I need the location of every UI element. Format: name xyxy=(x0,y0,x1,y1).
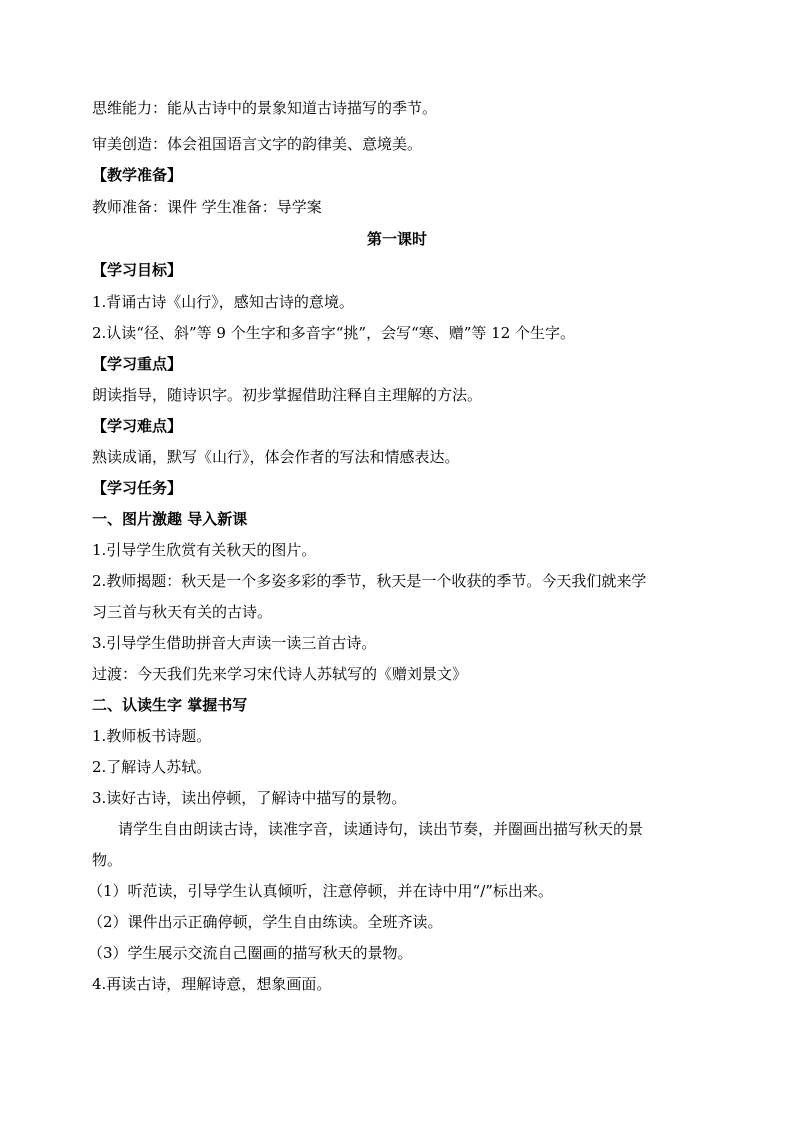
text-line: 朗读指导，随诗识字。初步掌握借助注释自主理解的方法。 xyxy=(92,386,483,404)
text-line: （2）课件出示正确停顿，学生自由练读。全班齐读。 xyxy=(88,913,443,931)
text-line: 习三首与秋天有关的古诗。 xyxy=(92,603,273,621)
text-line: 思维能力：能从古诗中的景象知道古诗描写的季节。 xyxy=(92,99,438,117)
text-line: （3）学生展示交流自己圈画的描写秋天的景物。 xyxy=(88,944,413,962)
section-heading: 【学习重点】 xyxy=(92,355,183,373)
text-line: 4.再读古诗，理解诗意，想象画面。 xyxy=(92,975,332,993)
text-line: 物。 xyxy=(92,851,123,869)
subsection-heading: 一、图片激趣 导入新课 xyxy=(92,510,248,528)
text-line: 2.教师揭题：秋天是一个多姿多彩的季节，秋天是一个收获的季节。今天我们就来学 xyxy=(92,572,647,590)
text-line: 2.认读“径、斜”等 9 个生字和多音字“挑”，会写“寒、赠”等 12 个生字。 xyxy=(92,324,576,342)
text-line: 3.读好古诗，读出停顿，了解诗中描写的景物。 xyxy=(92,789,407,807)
text-line: 请学生自由朗读古诗，读准字音，读通诗句，读出节奏，并圈画出描写秋天的景 xyxy=(118,820,644,838)
text-line: 审美创造：体会祖国语言文字的韵律美、意境美。 xyxy=(92,135,423,153)
text-line: 2.了解诗人苏轼。 xyxy=(92,758,212,776)
text-line: 1.背诵古诗《山行》，感知古诗的意境。 xyxy=(92,293,354,311)
section-heading: 【学习目标】 xyxy=(92,261,183,279)
text-line: 3.引导学生借助拼音大声读一读三首古诗。 xyxy=(92,634,377,652)
section-heading: 【学习任务】 xyxy=(92,479,183,497)
text-line: 教师准备：课件 学生准备：导学案 xyxy=(92,198,322,216)
text-line: （1）听范读，引导学生认真倾听，注意停顿，并在诗中用“/”标出来。 xyxy=(88,882,553,900)
section-heading: 【教学准备】 xyxy=(92,166,183,184)
text-line: 1.教师板书诗题。 xyxy=(92,727,212,745)
text-line: 熟读成诵，默写《山行》，体会作者的写法和情感表达。 xyxy=(92,448,460,466)
subsection-heading: 二、认读生字 掌握书写 xyxy=(92,696,248,714)
section-heading: 【学习难点】 xyxy=(92,417,183,435)
lesson-title: 第一课时 xyxy=(366,230,427,248)
text-line: 过渡：今天我们先来学习宋代诗人苏轼写的《赠刘景文》 xyxy=(92,665,468,683)
text-line: 1.引导学生欣赏有关秋天的图片。 xyxy=(92,541,317,559)
